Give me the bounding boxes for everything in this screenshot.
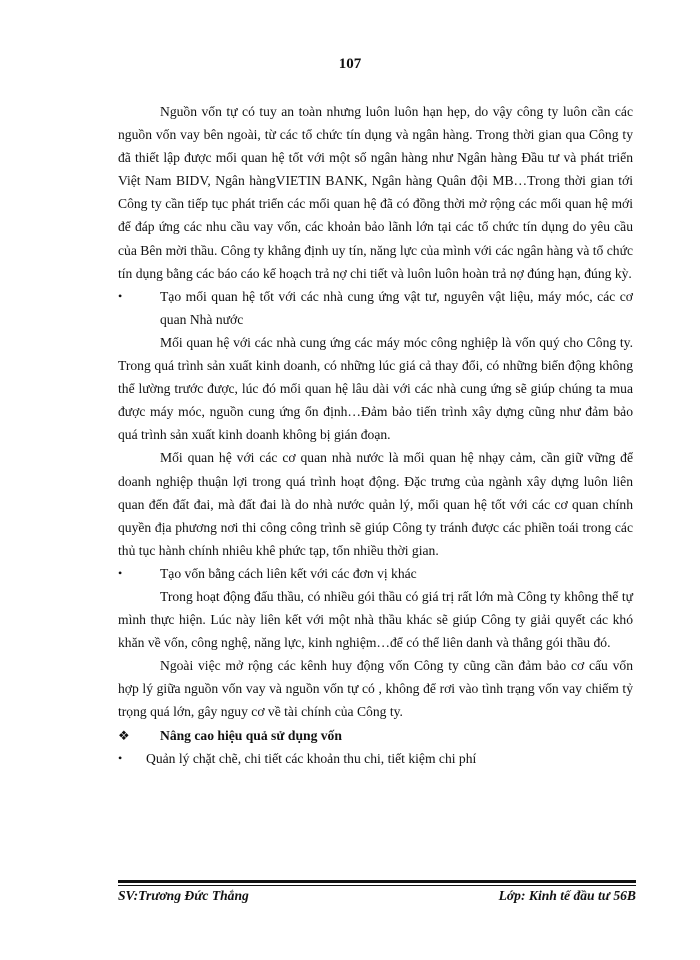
paragraph: Mối quan hệ với các cơ quan nhà nước là mối quan hệ nhạy cảm, cần giữ vững để doanh nghiệp thuận lợi trong quá trình hoạt động. Đặc trưng của ngành xây dựng luôn liên quan đến đất đai, mà đất đai là do nhà nước quản lý, mối quan hệ tốt với các cơ quan chính quyền địa phương nơi thi công công trình sẽ giúp Công ty tránh được các phiền toái trong các thủ tục hành chính nhiêu khê phức tạp, tốn nhiều thời gian. [118,450,633,558]
page-number: 107 [338,56,362,72]
footer-student: SV:Trương Đức Thắng [118,888,249,903]
footer [118,888,636,904]
bullet-icon: • [118,565,123,580]
bullet-icon: • [118,750,123,765]
paragraph: Nguồn vốn tự có tuy an toàn nhưng luôn luôn hạn hẹp, do vậy công ty luôn cần các nguồn vốn vay bên ngoài, từ các tổ chức tín dụng và ngân hàng. Trong thời gian qua Công ty đã thiết lập được mối quan hệ tốt với một số ngân hàng như Ngân hàng Đầu tư và phát triển Việt Nam BIDV, Ngân hàngVIETIN BANK, Ngân hàng Quân đội MB…Trong thời gian tới Công ty cần tiếp tục phát triển các mối quan hệ đã có đồng thời mở rộng các mối quan hệ mới để đáp ứng các nhu cầu vay vốn, các khoản bảo lãnh lớn tại các tổ chức tín dụng do yêu cầu của Bên mời thầu. Công ty khẳng định uy tín, năng lực của mình với các ngân hàng và tổ chức tín dụng bằng các báo cáo kế hoạch trả nợ chi tiết và luôn luôn hoàn trả nợ đúng hạn, đúng kỳ. [118,104,633,281]
bullet-text: Quản lý chặt chẽ, chi tiết các khoản thu chi, tiết kiệm chi phí [146,750,477,766]
bullet-text: Tạo mối quan hệ tốt với các nhà cung ứng vật tư, nguyên vật liệu, máy móc, các cơ quan Nhà nước [160,288,633,327]
paragraph: Mối quan hệ với các nhà cung ứng các máy móc công nghiệp là vốn quý cho Công ty. Trong quá trình sản xuất kinh doanh, có những lúc giá cả thay đổi, có những biến động không thể lường trước được, lúc đó mối quan hệ lâu dài với các nhà cung ứng sẽ giúp chúng ta mua được máy móc, nguồn cung ứng ổn định…Đảm bảo tiến trình xây dựng cũng như đảm bảo quá trình sản xuất kinh doanh không bị gián đoạn. [118,334,633,443]
section-heading-text: Nâng cao hiệu quả sử dụng vốn [160,727,342,743]
section-heading [118,724,633,747]
paragraph: Ngoài việc mở rộng các kênh huy động vốn Công ty cũng cần đảm bảo cơ cấu vốn hợp lý giữa nguồn vốn vay và nguồn vốn tự có , không để rơi vào tình trạng vốn vay chiếm tỷ trọng quá lớn, gây nguy cơ về tài chính của Công ty. [118,658,633,720]
document-body [118,100,633,770]
bullet-item [118,285,633,331]
paragraph: Trong hoạt động đấu thầu, có nhiều gói thầu có giá trị rất lớn mà Công ty không thể tự mình thực hiện. Lúc này liên kết với một nhà thầu khác sẽ giúp Công ty giải quyết các khó khăn về vốn, công nghệ, năng lực, kinh nghiệm…để có thể liên danh và thắng gói thầu đó. [118,588,633,651]
bullet-item [118,562,633,585]
footer-divider-thin [118,885,636,886]
bullet-text: Tạo vốn bằng cách liên kết với các đơn vị khác [160,565,417,581]
bullet-icon: • [118,288,123,303]
diamond-bullet-icon: ❖ [118,727,130,743]
footer-class: Lớp: Kinh tế đầu tư 56B [498,888,636,903]
bullet-item [118,747,633,770]
footer-divider [118,880,636,883]
